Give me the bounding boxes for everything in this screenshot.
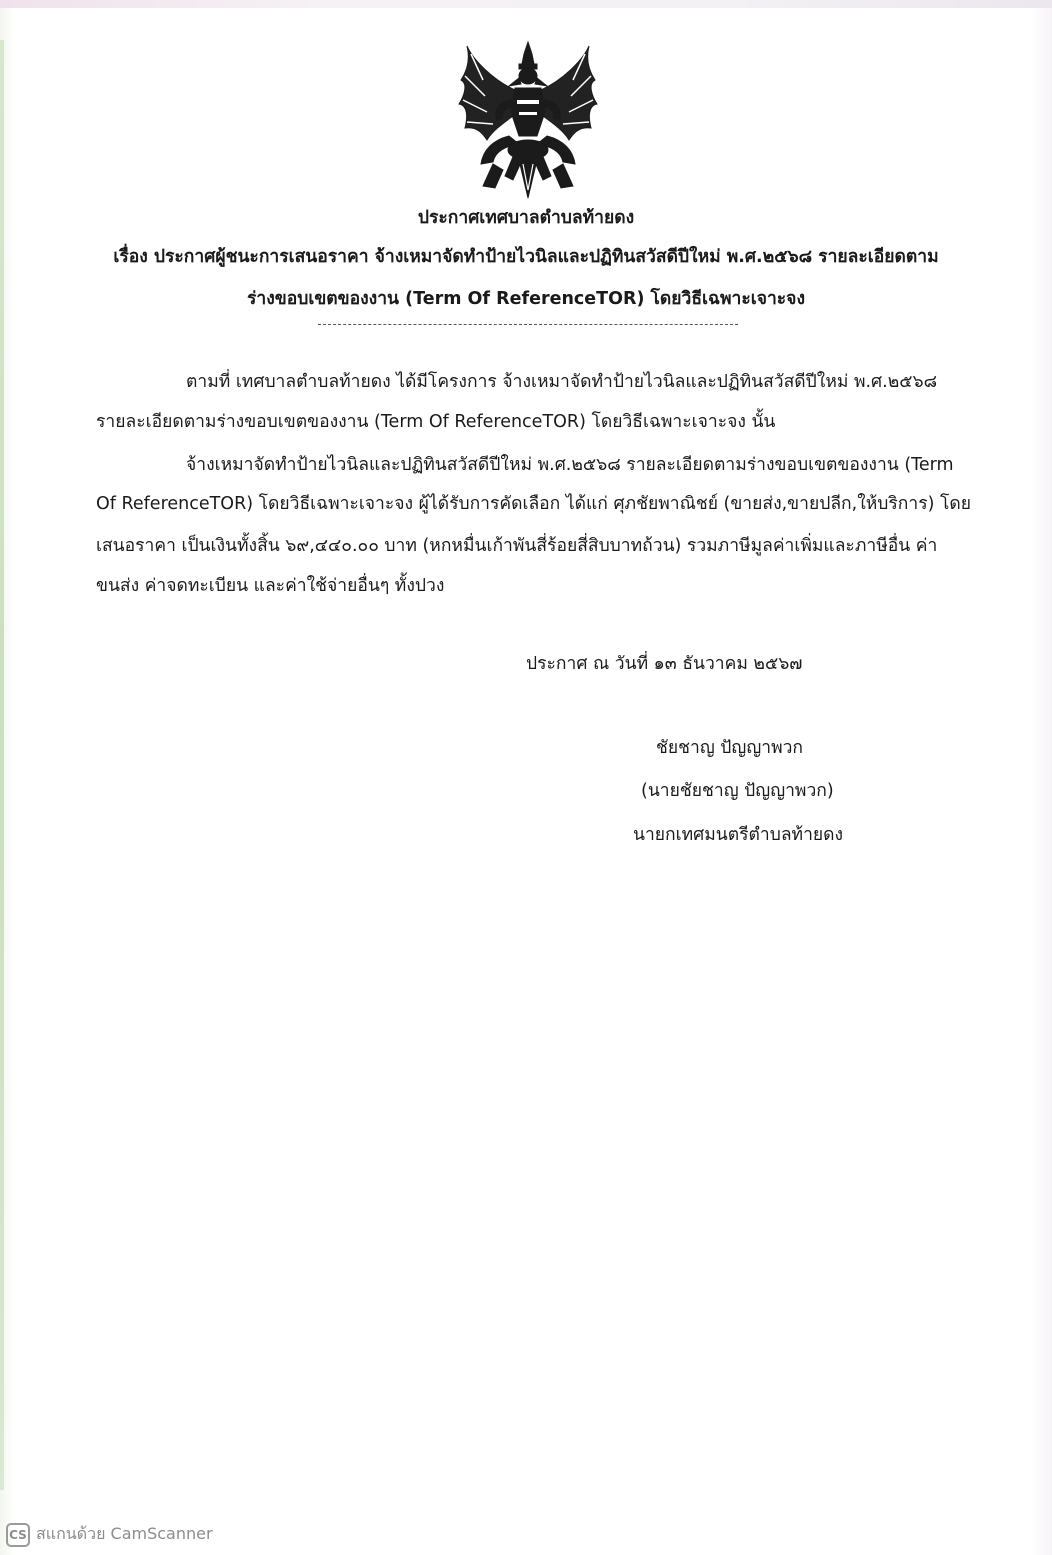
- paragraph-1-line-2: รายละเอียดตามร่างขอบเขตของงาน (Term Of ReferenceTOR) โดยวิธีเฉพาะเจาะจง นั้น: [96, 412, 776, 432]
- title-divider: [318, 324, 738, 325]
- paragraph-2-line-3: เสนอราคา เป็นเงินทั้งสิ้น ๖๙,๔๔๐.๐๐ บาท (หกหมื่นเก้าพันสี่ร้อยสี่สิบบาทถ้วน) รวมภาษีมูลค่าเพิ่มและภาษีอื่น ค่า: [96, 536, 938, 556]
- paragraph-2-line-2: Of ReferenceTOR) โดยวิธีเฉพาะเจาะจง ผู้ได้รับการคัดเลือก ได้แก่ ศุภชัยพาณิชย์ (ขายส่ง,ขายปลีก,ให้บริการ) โดย: [96, 494, 972, 514]
- camscanner-logo-icon: CS: [6, 1523, 30, 1547]
- signature: ชัยชาญ ปัญญาพวก: [656, 738, 804, 758]
- scanner-text: สแกนด้วย CamScanner: [36, 1524, 213, 1543]
- paragraph-1-line-1: ตามที่ เทศบาลตำบลท้ายดง ได้มีโครงการ จ้างเหมาจัดทำป้ายไวนิลและปฏิทินสวัสดีปีใหม่ พ.ศ.๒๕๖๘: [186, 372, 938, 392]
- scanner-watermark: [6, 1522, 213, 1547]
- scan-top-edge: [0, 0, 1052, 8]
- signer-position: นายกเทศมนตรีตำบลท้ายดง: [633, 825, 844, 845]
- garuda-emblem-icon: [453, 40, 603, 200]
- subject-line-1: เรื่อง ประกาศผู้ชนะการเสนอราคา จ้างเหมาจัดทำป้ายไวนิลและปฏิทินสวัสดีปีใหม่ พ.ศ.๒๕๖๘ รายละเอียดตาม: [113, 247, 939, 267]
- paragraph-2-line-1: จ้างเหมาจัดทำป้ายไวนิลและปฏิทินสวัสดีปีใหม่ พ.ศ.๒๕๖๘ รายละเอียดตามร่างขอบเขตของงาน (Term: [186, 455, 954, 475]
- announcement-date: ประกาศ ณ วันที่ ๑๓ ธันวาคม ๒๕๖๗: [526, 654, 803, 674]
- paragraph-2-line-4: ขนส่ง ค่าจดทะเบียน และค่าใช้จ่ายอื่นๆ ทั้งปวง: [96, 576, 445, 596]
- signer-full-name: (นายชัยชาญ ปัญญาพวก): [641, 781, 834, 801]
- subject-line-2: ร่างขอบเขตของงาน (Term Of ReferenceTOR) โดยวิธีเฉพาะเจาะจง: [247, 289, 805, 309]
- org-title: ประกาศเทศบาลตำบลท้ายดง: [417, 208, 635, 228]
